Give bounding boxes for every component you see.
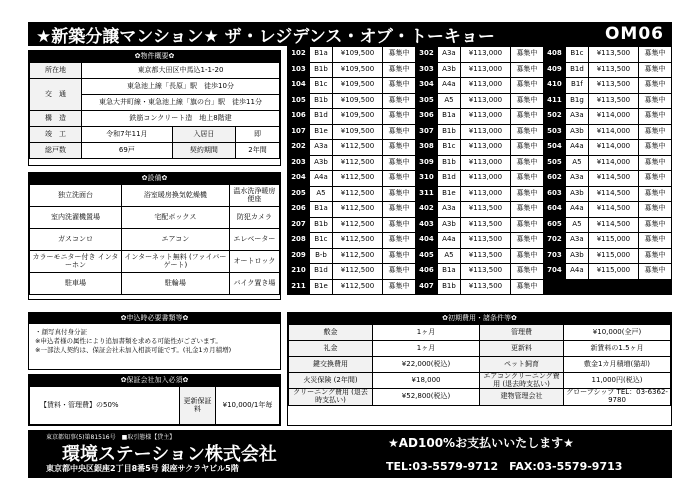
room-number: 306 xyxy=(415,109,437,125)
floor-plan-type: B1a xyxy=(310,202,333,218)
status: 募集中 xyxy=(382,217,415,233)
status: 募集中 xyxy=(638,264,671,280)
unit-row xyxy=(288,279,672,295)
rent: ¥109,500 xyxy=(332,109,382,125)
room-number: 206 xyxy=(288,202,310,218)
unit-row xyxy=(288,171,672,187)
renewal-guarantee-label: 更新保証料 xyxy=(180,387,216,425)
ad-notice: ★AD100%お支払いいたします★ xyxy=(388,436,574,450)
unit-row xyxy=(288,109,672,125)
fee-label: ペット飼育 xyxy=(479,357,563,373)
units-table xyxy=(287,46,672,295)
rent: ¥113,500 xyxy=(460,217,510,233)
completion-label: 竣 工 xyxy=(30,127,82,143)
contract-label: 契約期間 xyxy=(172,143,235,159)
fees-section xyxy=(287,312,672,426)
floor-plan-type: A4a xyxy=(437,78,460,94)
fee-value: 1ヶ月 xyxy=(373,325,480,341)
floor-plan-type: B1f xyxy=(565,78,588,94)
status: 募集中 xyxy=(382,109,415,125)
rent: ¥113,500 xyxy=(460,233,510,249)
status: 募集中 xyxy=(638,78,671,94)
room-number: 703 xyxy=(543,248,565,264)
fee-value: ¥22,000(税込) xyxy=(373,357,480,373)
rent: ¥112,500 xyxy=(332,171,382,187)
movein-label: 入居日 xyxy=(172,127,235,143)
rent: ¥113,000 xyxy=(460,171,510,187)
rent: ¥113,500 xyxy=(588,47,638,63)
rent: ¥112,500 xyxy=(332,202,382,218)
status: 募集中 xyxy=(638,62,671,78)
fee-row xyxy=(289,325,671,341)
equipment-item: ガスコンロ xyxy=(30,229,122,251)
room-number: 211 xyxy=(288,279,310,295)
floor-plan-type: B1d xyxy=(310,264,333,280)
room-number: 406 xyxy=(415,264,437,280)
status: 募集中 xyxy=(638,248,671,264)
room-number: 204 xyxy=(288,171,310,187)
floor-plan-type: A4a xyxy=(310,171,333,187)
status: 募集中 xyxy=(638,171,671,187)
status: 募集中 xyxy=(510,62,543,78)
renewal-guarantee-value: ¥10,000/1年毎 xyxy=(216,387,280,425)
rent: ¥115,000 xyxy=(588,233,638,249)
floor-plan-type: B1c xyxy=(310,78,333,94)
fee-label: 更新料 xyxy=(479,341,563,357)
equipment-item: インターネット無料 (ファイバーゲート) xyxy=(121,251,229,273)
apply-line: ※一部法人契約は、保証会社未加入相談可能です。(礼金1カ月積増) xyxy=(35,345,232,354)
fee-label: 火災保険 (2年間) xyxy=(289,373,373,389)
fee-label: 管理費 xyxy=(479,325,563,341)
floor-plan-type: A5 xyxy=(437,93,460,109)
room-number: 605 xyxy=(543,217,565,233)
room-number: 105 xyxy=(288,93,310,109)
status: 募集中 xyxy=(510,248,543,264)
movein-value: 即 xyxy=(236,127,280,143)
rent: ¥109,500 xyxy=(332,62,382,78)
property-overview xyxy=(28,50,281,166)
company-address: 東京都中央区銀座2丁目8番5号 銀座サクラヤビル5階 xyxy=(46,464,239,473)
empty-cell xyxy=(543,279,671,295)
equipment-item: エアコン xyxy=(121,229,229,251)
fee-label: クリーニング費用 (退去時支払い) xyxy=(289,389,373,405)
room-number: 504 xyxy=(543,140,565,156)
floor-plan-type: A5 xyxy=(565,217,588,233)
rent: ¥112,500 xyxy=(332,217,382,233)
status: 募集中 xyxy=(382,47,415,63)
status: 募集中 xyxy=(510,186,543,202)
room-number: 405 xyxy=(415,248,437,264)
status: 募集中 xyxy=(638,93,671,109)
floor-plan-type: B1e xyxy=(310,279,333,295)
registration-number: 東京都知事(5)第81516号 ■取引態様【貸主】 xyxy=(46,434,176,441)
floor-plan-type: B1a xyxy=(437,109,460,125)
rent: ¥109,500 xyxy=(332,78,382,94)
rent: ¥113,500 xyxy=(460,279,510,295)
footer xyxy=(28,430,672,478)
floor-plan-type: B1d xyxy=(310,109,333,125)
room-number: 602 xyxy=(543,171,565,187)
guarantee-section xyxy=(28,374,281,426)
floor-plan-type: B1b xyxy=(437,155,460,171)
rent: ¥112,500 xyxy=(332,140,382,156)
transport-line-2: 東急大井町線・東急池上線「旗の台」駅 徒歩11分 xyxy=(82,95,280,111)
guarantee-heading: ✿保証会社加入必須✿ xyxy=(29,375,280,386)
fee-value: 新賃料の1.5ヶ月 xyxy=(564,341,671,357)
status: 募集中 xyxy=(638,202,671,218)
floor-plan-type: B1e xyxy=(310,124,333,140)
floor-plan-type: B1b xyxy=(310,217,333,233)
floor-plan-type: A3b xyxy=(565,248,588,264)
property-code: OM06 xyxy=(604,24,664,44)
transport-label: 交 通 xyxy=(30,79,82,111)
rent: ¥113,000 xyxy=(460,47,510,63)
equipment-item: オートロック xyxy=(229,251,279,273)
floor-plan-type: B1e xyxy=(437,186,460,202)
fee-label: 鍵交換費用 xyxy=(289,357,373,373)
rent: ¥113,500 xyxy=(588,93,638,109)
fee-label: 礼金 xyxy=(289,341,373,357)
floor-plan-type: B-b xyxy=(310,248,333,264)
rent: ¥113,000 xyxy=(460,140,510,156)
floor-plan-type: B1b xyxy=(310,93,333,109)
rent: ¥113,000 xyxy=(460,78,510,94)
rent: ¥115,000 xyxy=(588,264,638,280)
status: 募集中 xyxy=(510,171,543,187)
floor-plan-type: B1g xyxy=(565,93,588,109)
status: 募集中 xyxy=(638,124,671,140)
room-number: 107 xyxy=(288,124,310,140)
floor-plan-type: B1b xyxy=(437,124,460,140)
equipment-item: 室内洗濯機置場 xyxy=(30,207,122,229)
room-number: 207 xyxy=(288,217,310,233)
contact-phone: TEL:03-5579-9712 FAX:03-5579-9713 xyxy=(386,460,623,473)
floor-plan-type: A4a xyxy=(565,202,588,218)
status: 募集中 xyxy=(382,233,415,249)
equipment-heading: ✿設備✿ xyxy=(29,173,280,184)
floor-plan-type: A5 xyxy=(310,186,333,202)
room-number: 106 xyxy=(288,109,310,125)
status: 募集中 xyxy=(382,93,415,109)
room-number: 208 xyxy=(288,233,310,249)
status: 募集中 xyxy=(382,155,415,171)
rent: ¥113,500 xyxy=(588,78,638,94)
room-number: 202 xyxy=(288,140,310,156)
fees-heading: ✿初期費用・諸条件等✿ xyxy=(288,313,671,324)
units-count-value: 69戸 xyxy=(82,143,173,159)
room-number: 102 xyxy=(288,47,310,63)
fee-value: ¥52,800(税込) xyxy=(373,389,480,405)
room-number: 305 xyxy=(415,93,437,109)
floor-plan-type: B1d xyxy=(437,171,460,187)
structure-value: 鉄筋コンクリート造 地上8階建 xyxy=(82,111,280,127)
completion-value: 令和7年11月 xyxy=(82,127,173,143)
room-number: 411 xyxy=(543,93,565,109)
floor-plan-type: A3b xyxy=(437,62,460,78)
rent: ¥114,000 xyxy=(588,140,638,156)
unit-row xyxy=(288,62,672,78)
unit-row xyxy=(288,124,672,140)
floor-plan-type: A5 xyxy=(565,155,588,171)
title-bar xyxy=(28,22,672,46)
floor-plan-type: A3b xyxy=(565,124,588,140)
equipment-item: 温水洗浄暖房便座 xyxy=(229,185,279,207)
rent: ¥113,000 xyxy=(460,124,510,140)
status: 募集中 xyxy=(510,264,543,280)
unit-row xyxy=(288,140,672,156)
floor-plan-type: B1a xyxy=(437,264,460,280)
room-number: 308 xyxy=(415,140,437,156)
company-name: 環境ステーション株式会社 xyxy=(62,444,277,465)
room-number: 404 xyxy=(415,233,437,249)
unit-row xyxy=(288,78,672,94)
structure-label: 構 造 xyxy=(30,111,82,127)
unit-row xyxy=(288,155,672,171)
property-name: ★新築分譲マンション★ ザ・レジデンス・オブ・トーキョー xyxy=(36,26,495,47)
status: 募集中 xyxy=(510,140,543,156)
room-number: 311 xyxy=(415,186,437,202)
room-number: 410 xyxy=(543,78,565,94)
rent: ¥109,500 xyxy=(332,47,382,63)
rent: ¥114,000 xyxy=(588,155,638,171)
floor-plan-type: A4a xyxy=(565,264,588,280)
apply-documents-section xyxy=(28,312,281,370)
room-number: 104 xyxy=(288,78,310,94)
unit-row xyxy=(288,202,672,218)
room-number: 304 xyxy=(415,78,437,94)
room-number: 409 xyxy=(543,62,565,78)
equipment-item: 宅配ボックス xyxy=(121,207,229,229)
status: 募集中 xyxy=(382,124,415,140)
room-number: 310 xyxy=(415,171,437,187)
status: 募集中 xyxy=(510,109,543,125)
status: 募集中 xyxy=(382,248,415,264)
fee-row xyxy=(289,341,671,357)
equipment-item: 防犯カメラ xyxy=(229,207,279,229)
fee-value: 敷金1カ月積増(猫却) xyxy=(564,357,671,373)
floor-plan-type: A3a xyxy=(310,140,333,156)
room-number: 203 xyxy=(288,155,310,171)
unit-row xyxy=(288,233,672,249)
room-number: 402 xyxy=(415,202,437,218)
equipment-item: 独立洗面台 xyxy=(30,185,122,207)
status: 募集中 xyxy=(638,217,671,233)
rent: ¥114,000 xyxy=(588,109,638,125)
equipment-item: 浴室暖房換気乾燥機 xyxy=(121,185,229,207)
floor-plan-type: A3a xyxy=(437,47,460,63)
floor-plan-type: A3b xyxy=(437,217,460,233)
room-number: 604 xyxy=(543,202,565,218)
status: 募集中 xyxy=(638,186,671,202)
room-number: 702 xyxy=(543,233,565,249)
status: 募集中 xyxy=(510,93,543,109)
room-number: 505 xyxy=(543,155,565,171)
property-heading: ✿物件概要✿ xyxy=(29,51,280,62)
status: 募集中 xyxy=(638,140,671,156)
status: 募集中 xyxy=(382,62,415,78)
room-number: 210 xyxy=(288,264,310,280)
address-value: 東京都大田区中馬込1-1-20 xyxy=(82,63,280,79)
fee-row xyxy=(289,389,671,405)
floor-plan-type: B1d xyxy=(565,62,588,78)
room-number: 603 xyxy=(543,186,565,202)
room-number: 503 xyxy=(543,124,565,140)
fee-value: ¥10,000(全戸) xyxy=(564,325,671,341)
rent: ¥113,000 xyxy=(460,155,510,171)
floor-plan-type: A3a xyxy=(437,202,460,218)
address-label: 所在地 xyxy=(30,63,82,79)
status: 募集中 xyxy=(510,78,543,94)
status: 募集中 xyxy=(382,279,415,295)
fee-row xyxy=(289,357,671,373)
rent: ¥112,500 xyxy=(332,264,382,280)
room-number: 704 xyxy=(543,264,565,280)
floor-plan-type: B1b xyxy=(437,279,460,295)
fee-label: 敷金 xyxy=(289,325,373,341)
rent: ¥114,500 xyxy=(588,202,638,218)
floor-plan-type: B1a xyxy=(310,47,333,63)
unit-row xyxy=(288,264,672,280)
fee-value: ¥18,000 xyxy=(373,373,480,389)
rent: ¥112,500 xyxy=(332,155,382,171)
fee-value: 11,000円(税込) xyxy=(564,373,671,389)
room-number: 309 xyxy=(415,155,437,171)
status: 募集中 xyxy=(638,47,671,63)
rent: ¥109,500 xyxy=(332,93,382,109)
rent: ¥113,500 xyxy=(460,264,510,280)
status: 募集中 xyxy=(510,47,543,63)
rent: ¥113,500 xyxy=(588,62,638,78)
rent: ¥112,500 xyxy=(332,186,382,202)
unit-row xyxy=(288,217,672,233)
status: 募集中 xyxy=(638,109,671,125)
rent: ¥114,500 xyxy=(588,186,638,202)
equipment-item: カラーモニター付き インターホン xyxy=(30,251,122,273)
floor-plan-type: A5 xyxy=(437,248,460,264)
rent: ¥113,500 xyxy=(460,202,510,218)
status: 募集中 xyxy=(510,155,543,171)
apply-line: ※申込者様の属性により追加書類を求める可能性がございます。 xyxy=(35,336,222,345)
status: 募集中 xyxy=(638,233,671,249)
status: 募集中 xyxy=(510,202,543,218)
transport-line-1: 東急池上線「長原」駅 徒歩10分 xyxy=(82,79,280,95)
room-number: 103 xyxy=(288,62,310,78)
room-number: 502 xyxy=(543,109,565,125)
fee-value: グローブシップ TEL：03-6362-9780 xyxy=(564,389,671,405)
status: 募集中 xyxy=(510,233,543,249)
apply-heading: ✿申込時必要書類等✿ xyxy=(29,313,280,324)
fee-label: エアコンクリーニング費用 (退去時支払い) xyxy=(479,373,563,389)
unit-row xyxy=(288,93,672,109)
status: 募集中 xyxy=(510,279,543,295)
floor-plan-type: A3a xyxy=(565,233,588,249)
status: 募集中 xyxy=(638,155,671,171)
room-number: 303 xyxy=(415,62,437,78)
guarantee-text: 【賃料・管理費】の50% xyxy=(30,387,180,425)
equipment-item: エレベーター xyxy=(229,229,279,251)
status: 募集中 xyxy=(382,171,415,187)
floor-plan-type: A4a xyxy=(437,233,460,249)
room-number: 408 xyxy=(543,47,565,63)
fee-label: 建物管理会社 xyxy=(479,389,563,405)
unit-row xyxy=(288,248,672,264)
units-count-label: 総戸数 xyxy=(30,143,82,159)
rent: ¥113,000 xyxy=(460,62,510,78)
floor-plan-type: B1c xyxy=(310,233,333,249)
rent: ¥114,500 xyxy=(588,171,638,187)
fee-row xyxy=(289,373,671,389)
equipment-item: バイク置き場 xyxy=(229,273,279,295)
contract-value: 2年間 xyxy=(236,143,280,159)
floor-plan-type: A3b xyxy=(310,155,333,171)
equipment-section xyxy=(28,172,281,300)
rent: ¥113,000 xyxy=(460,109,510,125)
rent: ¥113,500 xyxy=(460,248,510,264)
floor-plan-type: B1c xyxy=(437,140,460,156)
apply-line: ・顔写真付身分証 xyxy=(35,328,87,336)
room-number: 302 xyxy=(415,47,437,63)
room-number: 407 xyxy=(415,279,437,295)
rent: ¥112,500 xyxy=(332,248,382,264)
equipment-item: 駐車場 xyxy=(30,273,122,295)
rent: ¥113,000 xyxy=(460,93,510,109)
status: 募集中 xyxy=(382,186,415,202)
floor-plan-type: A3a xyxy=(565,171,588,187)
rent: ¥109,500 xyxy=(332,124,382,140)
floor-plan-type: A3b xyxy=(565,186,588,202)
rent: ¥112,500 xyxy=(332,233,382,249)
status: 募集中 xyxy=(382,264,415,280)
room-number: 205 xyxy=(288,186,310,202)
floor-plan-type: A4a xyxy=(565,140,588,156)
unit-row xyxy=(288,47,672,63)
floor-plan-type: B1c xyxy=(565,47,588,63)
floor-plan-type: A3a xyxy=(565,109,588,125)
rent: ¥112,500 xyxy=(332,279,382,295)
status: 募集中 xyxy=(382,202,415,218)
rent: ¥114,500 xyxy=(588,217,638,233)
room-number: 209 xyxy=(288,248,310,264)
room-number: 307 xyxy=(415,124,437,140)
fee-value: 1ヶ月 xyxy=(373,341,480,357)
rent: ¥114,000 xyxy=(588,124,638,140)
unit-row xyxy=(288,186,672,202)
floor-plan-type: B1b xyxy=(310,62,333,78)
status: 募集中 xyxy=(510,217,543,233)
rent: ¥113,000 xyxy=(460,186,510,202)
status: 募集中 xyxy=(382,78,415,94)
equipment-item: 駐輪場 xyxy=(121,273,229,295)
status: 募集中 xyxy=(510,124,543,140)
rent: ¥115,000 xyxy=(588,248,638,264)
room-number: 403 xyxy=(415,217,437,233)
status: 募集中 xyxy=(382,140,415,156)
